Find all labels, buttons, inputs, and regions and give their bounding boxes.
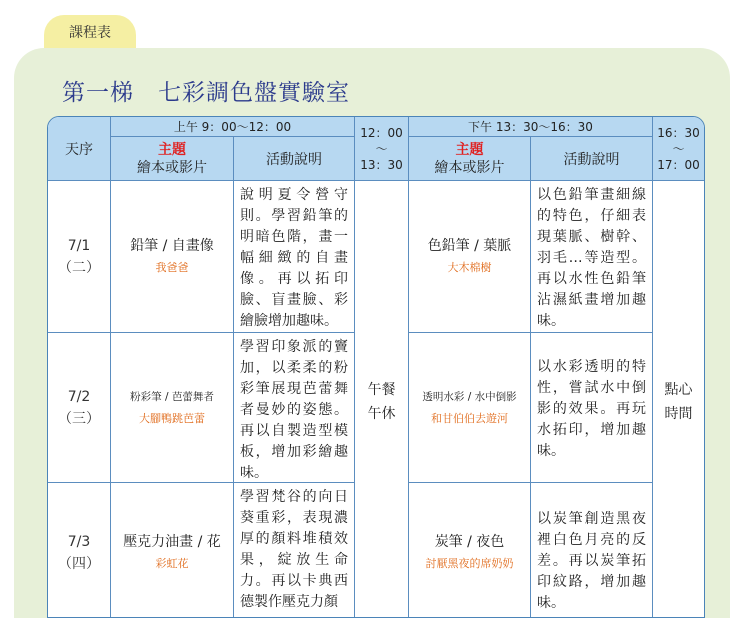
pm-book-title: 透明水彩 / 水中倒影 [422, 390, 517, 403]
book-or-film-label: 繪本或影片 [434, 159, 505, 176]
pm-theme-cell [409, 483, 531, 618]
pm-activity-desc: 以炭筆創造黑夜裡白色月亮的反差。再以炭筆拓印紋路，增加趣味。 [531, 483, 653, 618]
pm-theme-cell [409, 333, 531, 483]
pm-book-title: 色鉛筆 / 葉脈 [427, 237, 512, 254]
lunch-text-2: 午休 [367, 406, 396, 422]
pm-book-name: 和甘伯伯去遊河 [431, 411, 508, 425]
book-or-film-label: 繪本或影片 [137, 159, 207, 176]
lunch-end: 13：30 [360, 157, 403, 172]
theme-label: 主題 [158, 141, 186, 158]
day-date: 7/1 [67, 237, 91, 254]
day-weekday: （四） [58, 556, 100, 572]
lunch-start: 12：00 [360, 125, 403, 140]
snack-end: 17：00 [657, 157, 700, 172]
am-book-name: 我爸爸 [155, 260, 189, 274]
header-am-theme [111, 137, 234, 181]
header-am-activity: 活動說明 [234, 137, 355, 181]
schedule-table [47, 116, 705, 618]
header-snack-time [653, 117, 704, 181]
day-date: 7/2 [67, 388, 91, 405]
row-day [48, 181, 111, 333]
header-morning: 上午 9：00～12：00 [111, 117, 355, 137]
schedule-tab[interactable]: 課程表 [44, 15, 136, 53]
am-activity-desc: 學習梵谷的向日葵重彩，表現濃厚的顏料堆積效果，綻放生命力。再以卡典西德製作壓克力顏 [234, 483, 355, 618]
header-pm-activity: 活動說明 [531, 137, 653, 181]
day-date: 7/3 [67, 534, 91, 550]
am-theme-cell [111, 333, 234, 483]
header-pm-theme [409, 137, 531, 181]
row-day [48, 333, 111, 483]
snack-start: 16：30 [657, 125, 700, 140]
snack-text-1: 點心 [664, 382, 693, 398]
header-day: 天序 [48, 117, 111, 181]
theme-label: 主題 [455, 141, 484, 158]
header-lunch-time [355, 117, 409, 181]
lunch-break-cell [355, 181, 409, 618]
pm-activity-desc: 以色鉛筆畫細線的特色，仔細表現葉脈、樹幹、羽毛…等造型。再以水性色鉛筆沾濕紙畫增加趣味。 [531, 181, 653, 333]
snack-text-2: 時間 [664, 406, 693, 422]
am-theme-cell [111, 483, 234, 618]
am-activity-desc: 說明夏令營守則。學習鉛筆的明暗色階，畫一幅細緻的自畫像。再以拓印臉、盲畫臉、彩繪臉增加趣味。 [234, 181, 355, 333]
am-book-title: 壓克力油畫 / 花 [123, 534, 221, 550]
pm-book-title: 炭筆 / 夜色 [434, 534, 505, 550]
am-activity-desc: 學習印象派的竇加，以柔柔的粉彩筆展現芭蕾舞者曼妙的姿態。再以自製造型模板，增加彩繪趣味。 [234, 333, 355, 483]
am-book-name: 大腳鴨跳芭蕾 [139, 411, 205, 425]
lunch-tilde: ～ [375, 141, 388, 156]
lunch-text-1: 午餐 [367, 382, 396, 398]
am-book-name: 彩虹花 [155, 557, 189, 570]
am-theme-cell [111, 181, 234, 333]
snack-time-cell [653, 181, 704, 618]
section-title: 第一梯 七彩調色盤實驗室 [62, 80, 350, 106]
am-book-title: 粉彩筆 / 芭蕾舞者 [130, 390, 214, 403]
row-day [48, 483, 111, 618]
pm-book-name: 討厭黑夜的席奶奶 [425, 557, 514, 570]
am-book-title: 鉛筆 / 自畫像 [130, 237, 214, 254]
day-weekday: （三） [58, 410, 100, 427]
pm-activity-desc: 以水彩透明的特性，嘗試水中倒影的效果。再玩水拓印，增加趣味。 [531, 333, 653, 483]
day-weekday: （二） [58, 259, 100, 276]
header-afternoon: 下午 13：30～16：30 [409, 117, 653, 137]
pm-theme-cell [409, 181, 531, 333]
snack-tilde: ～ [672, 141, 685, 156]
pm-book-name: 大木棉樹 [447, 260, 492, 274]
